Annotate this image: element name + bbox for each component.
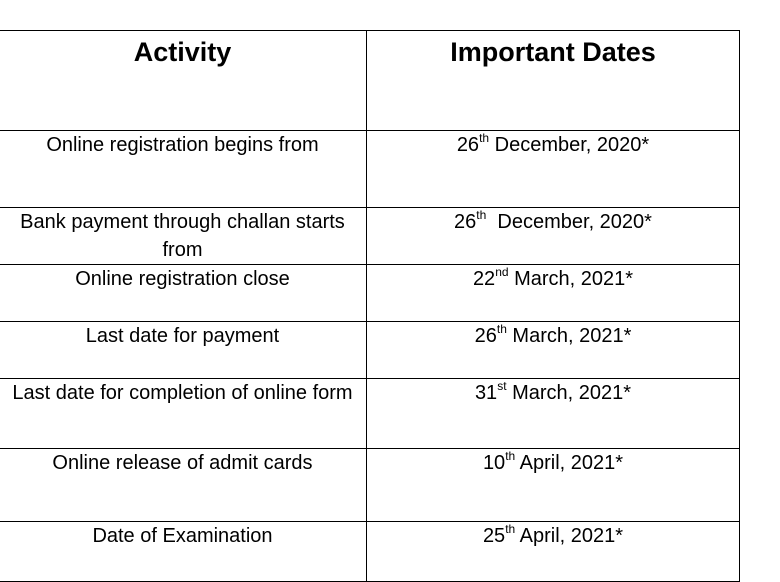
table-row: [0, 208, 740, 265]
date-day: 26: [454, 211, 477, 233]
date-cell: [367, 208, 740, 265]
date-rest: April, 2021*: [515, 525, 624, 547]
activity-cell: Online registration close: [0, 265, 367, 322]
date-cell: [367, 522, 740, 582]
date-suffix: th: [505, 449, 516, 463]
date-suffix: th: [505, 522, 516, 536]
activity-cell: Bank payment through challan starts from: [0, 208, 367, 265]
date-cell: [367, 265, 740, 322]
date-rest: March, 2021*: [506, 382, 632, 404]
date-rest: March, 2021*: [508, 268, 634, 290]
table-row: [0, 131, 740, 208]
table-row: [0, 449, 740, 522]
date-day: 22: [472, 268, 496, 290]
table-row: [0, 265, 740, 322]
table-header-row: [0, 31, 740, 131]
date-rest: April, 2021*: [515, 452, 624, 474]
table-row: [0, 379, 740, 449]
date-suffix: st: [497, 379, 507, 393]
date-cell: [367, 379, 740, 449]
date-rest: December, 2020*: [489, 134, 650, 156]
date-cell: [367, 131, 740, 208]
important-dates-table: [0, 30, 740, 582]
date-suffix: nd: [495, 265, 509, 279]
date-rest: December, 2020*: [486, 211, 652, 233]
date-cell: [367, 322, 740, 379]
table-row: [0, 522, 740, 582]
date-day: 26: [474, 325, 497, 347]
date-day: 26: [456, 134, 480, 156]
activity-header: Activity: [0, 31, 367, 131]
date-suffix: th: [496, 322, 507, 336]
activity-cell: Online registration begins from: [0, 131, 367, 208]
activity-cell: Last date for payment: [0, 322, 367, 379]
activity-cell: Last date for completion of online form: [0, 379, 367, 449]
date-day: 25: [482, 525, 506, 547]
date-suffix: th: [479, 131, 490, 145]
date-suffix: th: [476, 208, 487, 222]
date-day: 31: [474, 382, 498, 404]
table-row: [0, 322, 740, 379]
activity-cell: Online release of admit cards: [0, 449, 367, 522]
date-day: 10: [482, 452, 506, 474]
important-dates-header: Important Dates: [367, 31, 740, 131]
activity-cell: Date of Examination: [0, 522, 367, 582]
date-cell: [367, 449, 740, 522]
date-rest: March, 2021*: [506, 325, 632, 347]
